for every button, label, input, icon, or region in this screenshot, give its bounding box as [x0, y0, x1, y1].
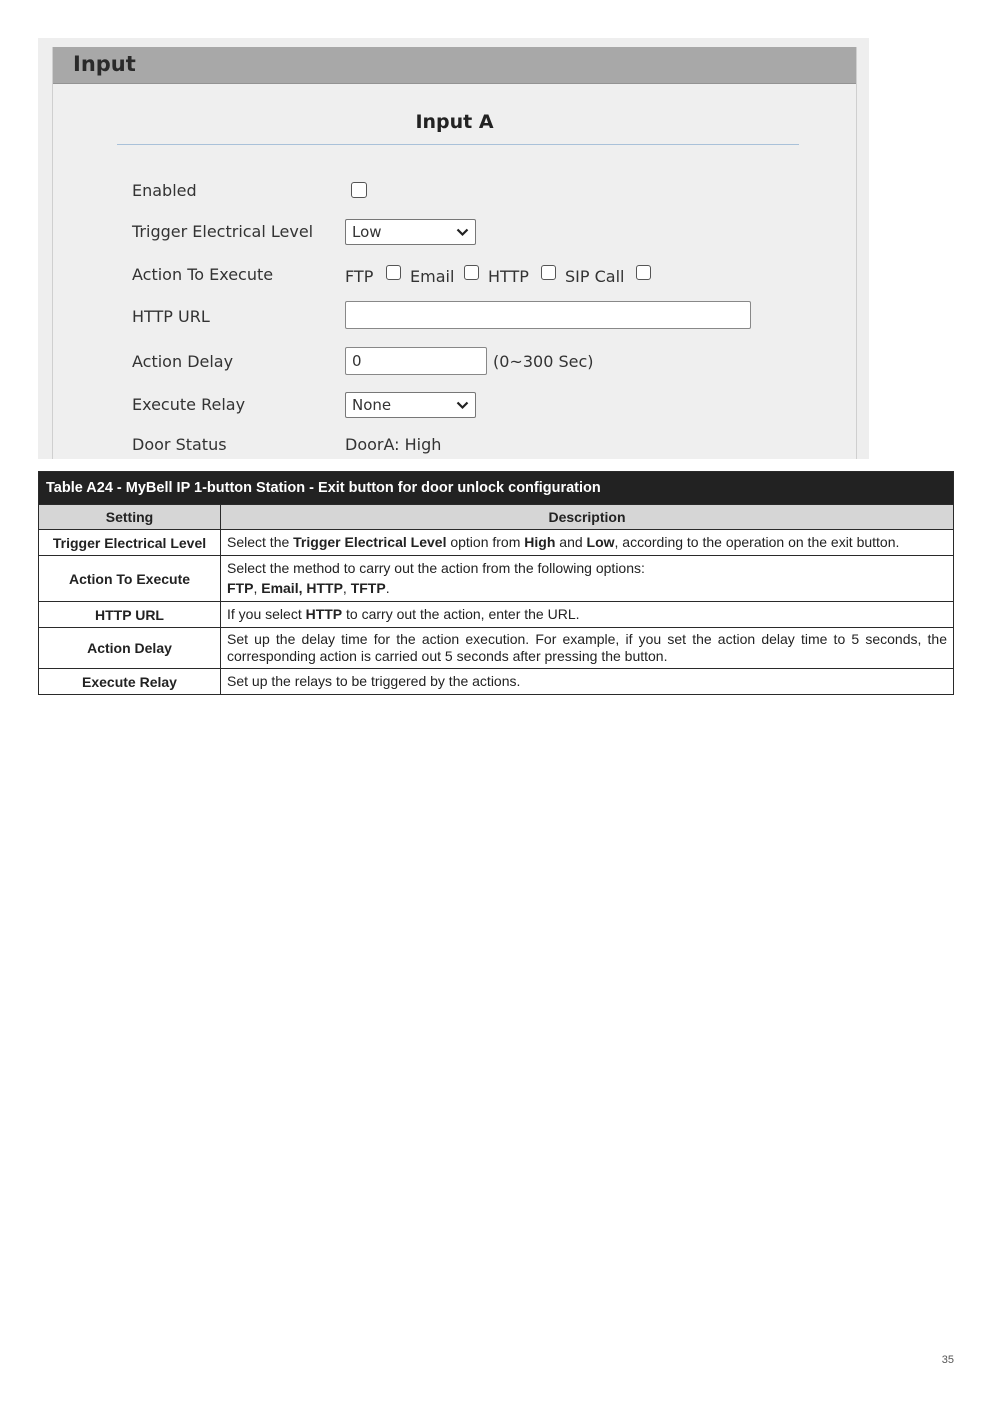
setting-column-header: Setting [39, 505, 221, 530]
table-row [39, 556, 954, 602]
table-header-row [39, 505, 954, 530]
trigger-level-label: Trigger Electrical Level [132, 222, 314, 241]
setting-cell: Action To Execute [39, 556, 221, 602]
action-execute-label: Action To Execute [132, 265, 274, 284]
desc-text: , according to the operation on the exit button. [614, 534, 900, 550]
enabled-checkbox[interactable] [351, 182, 367, 198]
enabled-label: Enabled [132, 181, 197, 200]
setting-cell: HTTP URL [39, 602, 221, 628]
section-divider [117, 144, 799, 145]
table-row [39, 628, 954, 669]
desc-bold: FTP [227, 580, 254, 596]
desc-text: Select the method to carry out the action from the following options: [227, 560, 645, 576]
http-checkbox[interactable] [541, 265, 556, 280]
page-number: 35 [941, 1354, 954, 1366]
desc-text: option from [446, 534, 525, 550]
desc-text: . [385, 580, 390, 596]
config-table [38, 471, 954, 695]
desc-bold: TFTP [350, 580, 386, 596]
description-cell [221, 602, 954, 628]
email-checkbox[interactable] [464, 265, 479, 280]
desc-text: to carry out the action, enter the URL. [342, 606, 580, 622]
ftp-option-label: FTP [345, 267, 374, 286]
execute-relay-label: Execute Relay [132, 395, 246, 414]
http-url-input[interactable] [345, 301, 751, 329]
trigger-level-select[interactable] [345, 219, 476, 245]
table-caption-row [39, 472, 954, 505]
desc-text: , [253, 580, 262, 596]
input-panel [52, 47, 857, 459]
execute-relay-value: None [352, 396, 392, 414]
desc-options-line [227, 580, 947, 597]
action-delay-hint: (0~300 Sec) [493, 352, 594, 371]
input-config-screenshot [38, 38, 869, 459]
table-row [39, 530, 954, 556]
description-cell [221, 530, 954, 556]
desc-text: Select the [227, 534, 294, 550]
description-cell: Set up the delay time for the action execution. For example, if you set the action delay time to 5 seconds, the corresponding action is carried out 5 seconds after pressing the button. [221, 628, 954, 669]
desc-text: If you select [227, 606, 306, 622]
action-delay-label: Action Delay [132, 352, 234, 371]
sip-call-checkbox[interactable] [636, 265, 651, 280]
http-url-label: HTTP URL [132, 307, 210, 326]
desc-bold: Trigger Electrical Level [293, 534, 447, 550]
setting-cell: Execute Relay [39, 669, 221, 695]
table-caption: Table A24 - MyBell IP 1-button Station - Exit button for door unlock configuration [39, 472, 954, 505]
ftp-checkbox[interactable] [386, 265, 401, 280]
setting-cell: Trigger Electrical Level [39, 530, 221, 556]
desc-bold: Email, HTTP [261, 580, 343, 596]
trigger-level-value: Low [352, 223, 382, 241]
table-row [39, 602, 954, 628]
chevron-down-icon [456, 401, 469, 410]
description-cell [221, 556, 954, 602]
door-status-label: Door Status [132, 435, 227, 454]
sip-call-option-label: SIP Call [565, 267, 625, 286]
action-delay-input[interactable] [345, 347, 487, 375]
chevron-down-icon [456, 228, 469, 237]
description-column-header: Description [221, 505, 954, 530]
setting-cell: Action Delay [39, 628, 221, 669]
desc-bold: High [524, 534, 556, 550]
door-status-value: DoorA: High [345, 435, 442, 454]
panel-header [53, 47, 856, 84]
desc-bold: HTTP [305, 606, 343, 622]
execute-relay-select[interactable] [345, 392, 476, 418]
email-option-label: Email [410, 267, 455, 286]
description-cell: Set up the relays to be triggered by the actions. [221, 669, 954, 695]
desc-text: , [342, 580, 351, 596]
section-title: Input A [415, 111, 494, 133]
desc-text: and [555, 534, 587, 550]
http-option-label: HTTP [488, 267, 529, 286]
action-delay-value: 0 [352, 352, 362, 370]
panel-header-title: Input [73, 52, 136, 76]
table-row [39, 669, 954, 695]
desc-bold: Low [586, 534, 615, 550]
